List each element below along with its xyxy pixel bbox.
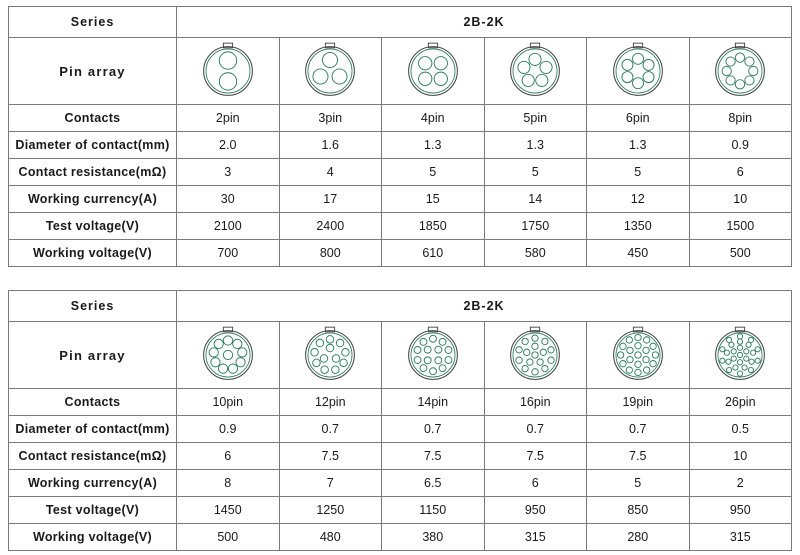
row-label: Working voltage(V)	[9, 240, 177, 267]
cell-diameter: 0.9	[177, 416, 280, 443]
cell-test-voltage: 2400	[279, 213, 382, 240]
cell-resistance: 3	[177, 159, 280, 186]
pin-array-cell	[587, 38, 690, 105]
cell-working-voltage: 450	[587, 240, 690, 267]
pin-array-cell	[177, 322, 280, 389]
cell-test-voltage: 950	[689, 497, 792, 524]
cell-diameter: 0.7	[587, 416, 690, 443]
cell-contacts: 4pin	[382, 105, 485, 132]
currency-row-1	[9, 186, 792, 213]
cell-resistance: 6	[689, 159, 792, 186]
cell-resistance: 7.5	[587, 443, 690, 470]
cell-working-voltage: 315	[689, 524, 792, 551]
resistance-row-1	[9, 159, 792, 186]
cell-test-voltage: 1850	[382, 213, 485, 240]
cell-diameter: 1.3	[382, 132, 485, 159]
cell-working-voltage: 500	[689, 240, 792, 267]
cell-working-voltage: 380	[382, 524, 485, 551]
pin-array-label-1: Pin array	[9, 38, 177, 105]
cell-contacts: 10pin	[177, 389, 280, 416]
row-label: Working currency(A)	[9, 186, 177, 213]
cell-resistance: 7.5	[279, 443, 382, 470]
pin-array-cell	[279, 38, 382, 105]
cell-contacts: 19pin	[587, 389, 690, 416]
cell-working-voltage: 280	[587, 524, 690, 551]
diameter-row-1	[9, 132, 792, 159]
cell-contacts: 6pin	[587, 105, 690, 132]
cell-resistance: 5	[484, 159, 587, 186]
pin-array-cell	[689, 322, 792, 389]
row-label: Contacts	[9, 389, 177, 416]
working-voltage-row-2	[9, 524, 792, 551]
pin-array-row-1	[9, 38, 792, 105]
spec-table-2	[8, 290, 792, 551]
cell-resistance: 7.5	[484, 443, 587, 470]
cell-working-voltage: 500	[177, 524, 280, 551]
connector-icon-26pin	[691, 325, 791, 385]
pin-array-cell	[279, 322, 382, 389]
diameter-row-2	[9, 416, 792, 443]
resistance-row-2	[9, 443, 792, 470]
cell-test-voltage: 850	[587, 497, 690, 524]
connector-icon-16pin	[486, 325, 586, 385]
row-label: Diameter of contact(mm)	[9, 132, 177, 159]
pin-array-cell	[382, 38, 485, 105]
cell-diameter: 0.9	[689, 132, 792, 159]
pin-array-row-2	[9, 322, 792, 389]
row-label: Contact resistance(mΩ)	[9, 443, 177, 470]
cell-working-voltage: 480	[279, 524, 382, 551]
connector-icon-2pin	[178, 41, 278, 101]
pin-array-cell	[484, 38, 587, 105]
cell-resistance: 6	[177, 443, 280, 470]
cell-current: 14	[484, 186, 587, 213]
cell-resistance: 5	[587, 159, 690, 186]
test-voltage-row-1	[9, 213, 792, 240]
cell-contacts: 8pin	[689, 105, 792, 132]
cell-contacts: 26pin	[689, 389, 792, 416]
working-voltage-row-1	[9, 240, 792, 267]
currency-row-2	[9, 470, 792, 497]
cell-contacts: 2pin	[177, 105, 280, 132]
cell-diameter: 0.5	[689, 416, 792, 443]
cell-working-voltage: 700	[177, 240, 280, 267]
cell-diameter: 1.3	[484, 132, 587, 159]
connector-icon-10pin	[178, 325, 278, 385]
cell-test-voltage: 1750	[484, 213, 587, 240]
cell-resistance: 5	[382, 159, 485, 186]
cell-current: 7	[279, 470, 382, 497]
cell-test-voltage: 1350	[587, 213, 690, 240]
connector-icon-5pin	[486, 41, 586, 101]
cell-resistance: 4	[279, 159, 382, 186]
cell-contacts: 14pin	[382, 389, 485, 416]
cell-current: 2	[689, 470, 792, 497]
series-value-2: 2B-2K	[177, 291, 792, 322]
contacts-row-1	[9, 105, 792, 132]
cell-working-voltage: 610	[382, 240, 485, 267]
cell-contacts: 5pin	[484, 105, 587, 132]
row-label: Diameter of contact(mm)	[9, 416, 177, 443]
cell-diameter: 0.7	[279, 416, 382, 443]
cell-current: 8	[177, 470, 280, 497]
cell-current: 17	[279, 186, 382, 213]
cell-current: 10	[689, 186, 792, 213]
test-voltage-row-2	[9, 497, 792, 524]
cell-working-voltage: 800	[279, 240, 382, 267]
pin-array-cell	[382, 322, 485, 389]
connector-icon-4pin	[383, 41, 483, 101]
cell-test-voltage: 1500	[689, 213, 792, 240]
cell-working-voltage: 315	[484, 524, 587, 551]
pin-array-cell	[587, 322, 690, 389]
cell-diameter: 1.3	[587, 132, 690, 159]
row-label: Test voltage(V)	[9, 213, 177, 240]
cell-current: 6.5	[382, 470, 485, 497]
cell-diameter: 2.0	[177, 132, 280, 159]
cell-current: 6	[484, 470, 587, 497]
cell-current: 12	[587, 186, 690, 213]
connector-icon-6pin	[588, 41, 688, 101]
connector-icon-19pin	[588, 325, 688, 385]
series-label-2: Series	[9, 291, 177, 322]
cell-resistance: 10	[689, 443, 792, 470]
series-row	[9, 291, 792, 322]
cell-current: 5	[587, 470, 690, 497]
row-label: Contacts	[9, 105, 177, 132]
contacts-row-2	[9, 389, 792, 416]
pin-array-cell	[177, 38, 280, 105]
cell-test-voltage: 2100	[177, 213, 280, 240]
cell-diameter: 0.7	[484, 416, 587, 443]
cell-diameter: 0.7	[382, 416, 485, 443]
cell-test-voltage: 1450	[177, 497, 280, 524]
cell-test-voltage: 950	[484, 497, 587, 524]
series-value-1: 2B-2K	[177, 7, 792, 38]
pin-array-cell	[484, 322, 587, 389]
row-label: Working currency(A)	[9, 470, 177, 497]
connector-icon-8pin	[691, 41, 791, 101]
cell-contacts: 12pin	[279, 389, 382, 416]
cell-test-voltage: 1150	[382, 497, 485, 524]
pin-array-cell	[689, 38, 792, 105]
cell-current: 15	[382, 186, 485, 213]
row-label: Test voltage(V)	[9, 497, 177, 524]
connector-icon-12pin	[281, 325, 381, 385]
cell-test-voltage: 1250	[279, 497, 382, 524]
row-label: Contact resistance(mΩ)	[9, 159, 177, 186]
series-row	[9, 7, 792, 38]
connector-icon-14pin	[383, 325, 483, 385]
cell-resistance: 7.5	[382, 443, 485, 470]
cell-working-voltage: 580	[484, 240, 587, 267]
cell-current: 30	[177, 186, 280, 213]
pin-array-label-2: Pin array	[9, 322, 177, 389]
row-label: Working voltage(V)	[9, 524, 177, 551]
cell-contacts: 16pin	[484, 389, 587, 416]
spec-table-1	[8, 6, 792, 267]
cell-diameter: 1.6	[279, 132, 382, 159]
cell-contacts: 3pin	[279, 105, 382, 132]
series-label-1: Series	[9, 7, 177, 38]
connector-icon-3pin	[281, 41, 381, 101]
